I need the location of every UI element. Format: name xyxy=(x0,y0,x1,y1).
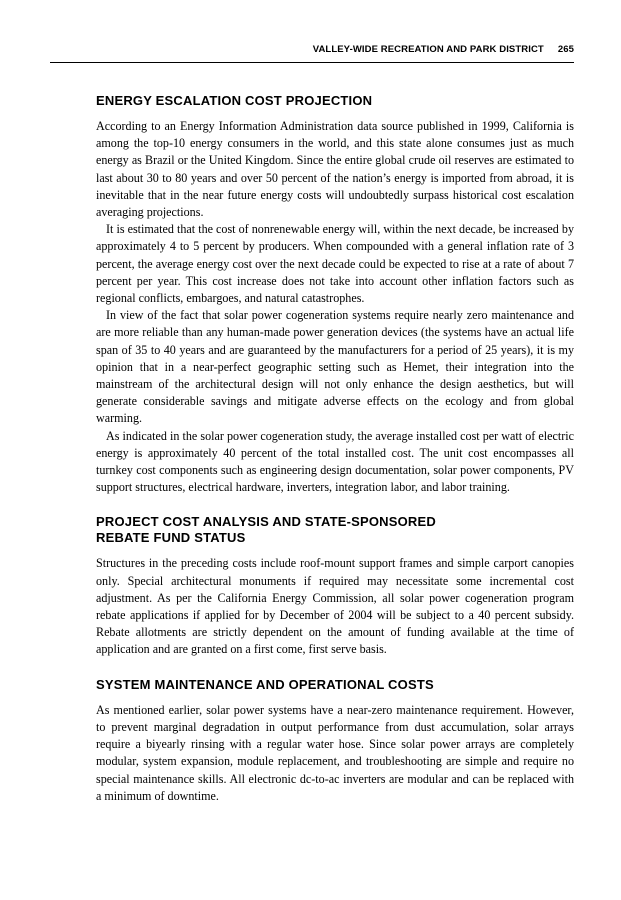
section-heading: SYSTEM MAINTENANCE AND OPERATIONAL COSTS xyxy=(96,676,434,692)
section-project-cost-analysis xyxy=(96,514,574,658)
paragraph: As mentioned earlier, solar power systems have a near-zero maintenance requirement. However, to prevent marginal degradation in output performance from dust accumulation, solar arrays require a biyearly rinsing with a regular water hose. Since solar power arrays are completely modular, system expansion, module replacement, and troubleshooting are simple and require no special maintenance skills. All electronic dc-to-ac inverters are modular and can be replaced with a minimum of downtime. xyxy=(96,702,574,803)
paragraph: Structures in the preceding costs include roof-mount support frames and simple carport canopies only. Special architectural monuments if required may necessitate some incremental cost adjustment. As per the California Energy Commission, all solar power cogeneration program rebate applications if applied for by December of 2004 will be subject to a 40 percent subsidy. Rebate allotments are strictly dependent on the amount of funding available at the time of application and are granted on a first come, first serve basis. xyxy=(96,556,574,657)
section-heading xyxy=(96,514,574,546)
running-header-title: VALLEY-WIDE RECREATION AND PARK DISTRICT xyxy=(312,44,544,55)
paragraph: According to an Energy Information Administration data source published in 1999, California is among the top-10 energy consumers in the world, and this state alone consumes just as much energy as Brazil or the United Kingdom. Since the entire global crude oil reserves are estimated to last about 30 to 80 years and over 50 percent of the nation’s energy is imported from abroad, it is inevitable that in the near future energy costs will undoubtedly surpass historical cost escalation averaging projections. xyxy=(96,119,574,220)
paragraph: In view of the fact that solar power cogeneration systems require nearly zero maintenance and are more reliable than any human-made power generation devices (the systems have an actual life span of 35 to 40 years and are guaranteed by the manufacturers for a period of 25 years), it is my opinion that in a near-perfect geographic setting such as Hemet, their integration into the mainstream of the architectural design will not only enhance the design aesthetics, but will generate considerable savings and mitigate adverse effects on the ecology and from global warming. xyxy=(96,308,574,426)
paragraph: It is estimated that the cost of nonrenewable energy will, within the next decade, be increased by approximately 4 to 5 percent by producers. When compounded with a general inflation rate of 3 percent, the average energy cost over the next decade could be expected to rise at a rate of about 7 percent per year. This cost increase does not take into account other inflation factors such as regional conflicts, embargoes, and natural catastrophes. xyxy=(96,222,574,306)
section-system-maintenance xyxy=(96,677,574,805)
section-heading: ENERGY ESCALATION COST PROJECTION xyxy=(96,93,373,108)
body-content xyxy=(96,93,574,823)
section-heading-line2: REBATE FUND STATUS xyxy=(96,530,246,546)
section-heading-line1: PROJECT COST ANALYSIS AND STATE-SPONSORED xyxy=(96,514,436,530)
section-energy-escalation xyxy=(96,93,574,496)
page-number: 265 xyxy=(557,44,574,55)
running-header xyxy=(50,44,574,63)
paragraph: As indicated in the solar power cogeneration study, the average installed cost per watt of electric energy is approximately 40 percent of the total installed cost. The unit cost encompasses all turnkey cost components such as engineering design documentation, solar power components, PV support structures, electrical hardware, inverters, integration labor, and labor training. xyxy=(96,428,574,495)
